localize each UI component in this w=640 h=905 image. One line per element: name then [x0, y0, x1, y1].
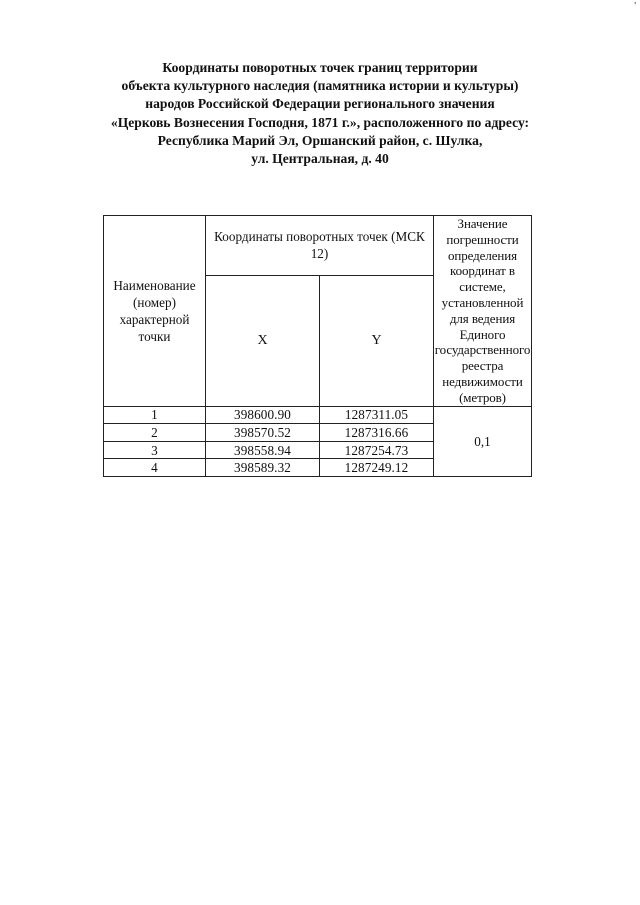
header-y: Y [320, 275, 434, 406]
title-line-5: Республика Марий Эл, Оршанский район, с. Шулка, [157, 132, 483, 148]
point-y: 1287316.66 [320, 424, 434, 442]
corner-mark: ' [634, 1, 636, 12]
point-x: 398558.94 [206, 441, 320, 459]
point-number: 2 [104, 424, 206, 442]
point-y: 1287254.73 [320, 441, 434, 459]
coordinates-table [103, 215, 532, 477]
point-number: 3 [104, 441, 206, 459]
point-number: 4 [104, 459, 206, 477]
point-x: 398570.52 [206, 424, 320, 442]
point-y: 1287249.12 [320, 459, 434, 477]
title-line-4: «Церковь Вознесения Господня, 1871 г.», расположенного по адресу: [110, 114, 530, 130]
header-coordinates-group: Координаты поворотных точек (МСК 12) [206, 216, 434, 276]
point-number: 1 [104, 406, 206, 424]
title-line-6: ул. Центральная, д. 40 [251, 151, 389, 167]
table-row [104, 406, 532, 424]
error-value: 0,1 [434, 406, 532, 476]
point-x: 398600.90 [206, 406, 320, 424]
point-y: 1287311.05 [320, 406, 434, 424]
title-line-1: Координаты поворотных точек границ территории [162, 60, 478, 75]
point-x: 398589.32 [206, 459, 320, 477]
header-error-value: Значение погрешности определения координат в системе, установленной для ведения Единого государственного реестра недвижимости (метров) [434, 216, 531, 405]
header-x: X [206, 275, 320, 406]
title-line-3: народов Российской Федерации регионального значения [145, 96, 495, 112]
document-title [80, 59, 560, 168]
header-point-name: Наименование (номер) характерной точки [104, 216, 206, 407]
title-line-2: объекта культурного наследия (памятника истории и культуры) [121, 78, 519, 94]
table-header-row [104, 216, 532, 276]
